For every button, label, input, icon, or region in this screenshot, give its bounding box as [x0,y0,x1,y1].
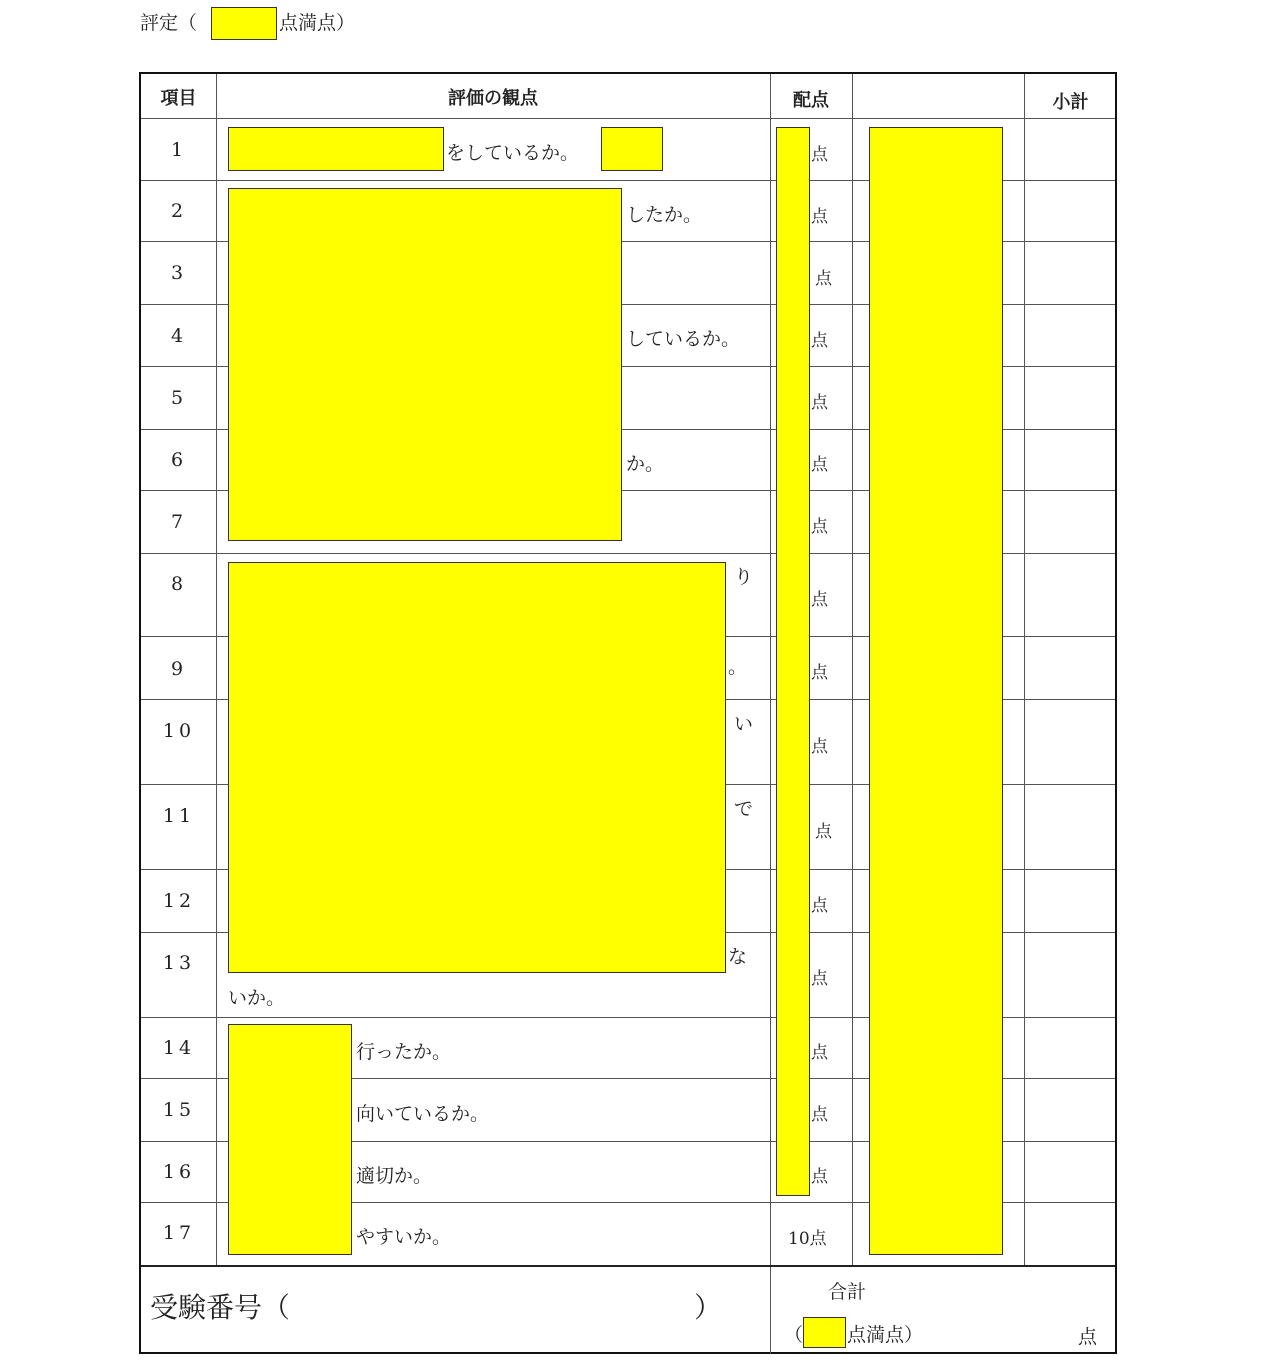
row-number: 11 [162,805,196,827]
row-number: 13 [162,952,196,974]
points-unit: 点 [811,737,828,757]
redacted-points-column [776,127,810,1196]
points-unit: 点 [815,822,832,842]
row-number: 4 [170,325,188,347]
row-number: 5 [170,387,188,409]
viewpoint-fragment: 向いているか。 [356,1103,490,1125]
viewpoint-fragment: したか。 [626,204,703,226]
points-unit: 点 [811,1043,828,1063]
points-unit: 点 [811,207,828,227]
viewpoint-fragment: いか。 [228,987,286,1009]
viewpoint-fragment: り [734,566,754,588]
viewpoint-fragment: 。 [728,656,748,678]
total-open: （ [784,1324,804,1346]
points-unit: 点 [811,969,828,989]
viewpoint-fragment: で [734,798,754,820]
row-number: 15 [162,1099,196,1121]
top-note [140,8,197,40]
viewpoint-fragment: 適切か。 [356,1165,433,1187]
row-number: 10 [162,720,196,742]
viewpoint-fragment: な [728,946,748,968]
total-suffix: 点満点） [847,1324,924,1346]
row-number: 16 [162,1161,196,1183]
row-number: 12 [162,890,196,912]
total-unit: 点 [1078,1326,1098,1348]
redacted-rows8-13 [228,562,726,973]
exam-number-close: ） [694,1291,723,1324]
row-number: 6 [170,449,188,471]
points-unit: 点 [811,455,828,475]
viewpoint-fragment: をしているか。 [446,142,580,164]
row-line [141,118,1115,119]
row-number: 2 [170,200,188,222]
row-number: 14 [162,1037,196,1059]
row-number: 8 [170,573,188,595]
row-number: 7 [170,511,188,533]
header-points: 配点 [793,90,829,111]
col-divider-viewpoint [770,74,771,1354]
header-item: 項目 [160,88,197,109]
redacted-row1-small [601,127,663,171]
points-unit: 点 [811,663,828,683]
redacted-total-max [803,1317,846,1348]
redacted-row1-text [228,127,444,171]
points-unit: 点 [811,896,828,916]
points-unit: 点 [811,590,828,610]
viewpoint-fragment: やすいか。 [356,1226,452,1248]
viewpoint-fragment: 行ったか。 [356,1041,452,1063]
header-subtotal: 小計 [1052,92,1089,113]
row-number: 3 [170,262,188,284]
viewpoint-fragment: い [734,713,754,735]
viewpoint-fragment: しているか。 [626,328,741,350]
total-label: 合計 [828,1281,867,1303]
points-unit: 点 [811,393,828,413]
points-unit: 点 [811,1105,828,1125]
redacted-max-score [211,7,277,40]
col-divider-blank [1024,74,1025,1266]
header-viewpoint: 評価の観点 [448,88,538,109]
points-unit: 点 [811,145,828,165]
top-note-prefix: 評定（ [140,12,198,34]
row-number: 9 [170,658,188,680]
points-unit: 10点 [788,1229,827,1249]
col-divider-points [852,74,853,1266]
redacted-rows14-17 [228,1024,352,1255]
viewpoint-fragment: か。 [626,453,665,475]
points-unit: 点 [811,331,828,351]
points-unit: 点 [815,269,832,289]
redacted-rows2-7 [228,188,622,541]
redacted-criteria-column [869,127,1003,1255]
row-number: 17 [162,1222,196,1244]
points-unit: 点 [811,1167,828,1187]
top-note-suffix: 点満点） [279,12,356,34]
row-number: 1 [170,139,188,161]
points-unit: 点 [811,517,828,537]
footer-line [141,1265,1115,1267]
exam-number-label: 受験番号（ [150,1291,291,1324]
